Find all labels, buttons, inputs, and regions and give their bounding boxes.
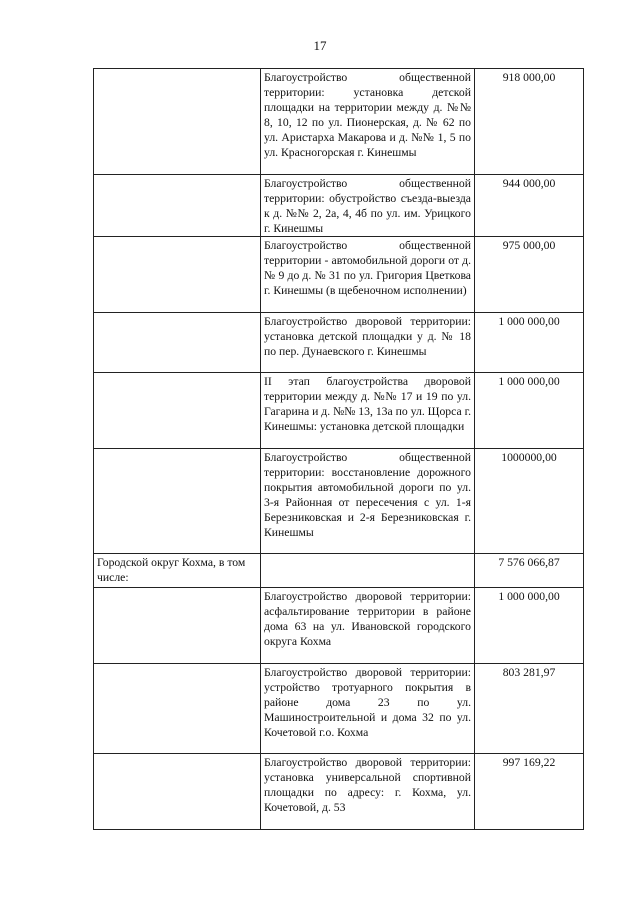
description-cell: Благоустройство общественной территории: установка детской площадки на территории между д. №№ 8, 10, 12 по ул. Пионерская, д. № 62 по ул. Аристарха Макарова и д. №№ 1, 5 по ул. Красногорская г. Кинешмы — [261, 69, 475, 175]
amount-cell: 944 000,00 — [475, 175, 584, 237]
description-cell: Благоустройство дворовой территории: установка универсальной спортивной площадки по адресу: г. Кохма, ул. Кочетовой, д. 53 — [261, 754, 475, 830]
description-cell: Благоустройство общественной территории: восстановление дорожного покрытия автомобильной дороги по ул. 3-я Районная от пересечения с ул. 1-я Березниковская и 2-я Березниковская г. Кинешмы — [261, 449, 475, 554]
page-number: 17 — [313, 38, 327, 53]
table-row — [94, 69, 584, 175]
amount-cell: 7 576 066,87 — [475, 554, 584, 588]
table-row — [94, 449, 584, 554]
amount-cell: 1000000,00 — [475, 449, 584, 554]
amount-cell: 997 169,22 — [475, 754, 584, 830]
amount-cell: 975 000,00 — [475, 237, 584, 313]
recipient-cell — [94, 754, 261, 830]
description-cell: Благоустройство дворовой территории: установка детской площадки у д. № 18 по пер. Дунаевского г. Кинешмы — [261, 313, 475, 373]
recipient-cell — [94, 237, 261, 313]
recipient-cell — [94, 175, 261, 237]
recipient-cell — [94, 69, 261, 175]
description-cell: Благоустройство общественной территории - автомобильной дороги от д. № 9 до д. № 31 по ул. Григория Цветкова г. Кинешмы (в щебеночном исполнении) — [261, 237, 475, 313]
recipient-cell — [94, 449, 261, 554]
recipient-cell — [94, 588, 261, 664]
amount-cell: 1 000 000,00 — [475, 588, 584, 664]
table-row-group-header — [94, 554, 584, 588]
description-cell: II этап благоустройства дворовой территории между д. №№ 17 и 19 по ул. Гагарина и д. №№ 13, 13а по ул. Щорса г. Кинешмы: установка детской площадки — [261, 373, 475, 449]
table-row — [94, 313, 584, 373]
table-row — [94, 237, 584, 313]
amount-cell: 918 000,00 — [475, 69, 584, 175]
description-cell: Благоустройство дворовой территории: устройство тротуарного покрытия в районе дома 23 по ул. Машиностроительной и дома 32 по ул. Кочетовой г.о. Кохма — [261, 664, 475, 754]
amount-cell: 803 281,97 — [475, 664, 584, 754]
table-row — [94, 373, 584, 449]
amount-cell: 1 000 000,00 — [475, 373, 584, 449]
subsidy-table — [93, 68, 584, 830]
recipient-cell — [94, 664, 261, 754]
description-cell — [261, 554, 475, 588]
description-cell: Благоустройство дворовой территории: асфальтирование территории в районе дома 63 на ул. Ивановской городского округа Кохма — [261, 588, 475, 664]
table-row — [94, 175, 584, 237]
recipient-cell — [94, 313, 261, 373]
table-row — [94, 754, 584, 830]
table-row — [94, 664, 584, 754]
amount-cell: 1 000 000,00 — [475, 313, 584, 373]
recipient-cell: Городской округ Кохма, в том числе: — [94, 554, 261, 588]
table-row — [94, 588, 584, 664]
description-cell: Благоустройство общественной территории: обустройство съезда-выезда к д. №№ 2, 2а, 4, 4б по ул. им. Урицкого г. Кинешмы — [261, 175, 475, 237]
recipient-cell — [94, 373, 261, 449]
